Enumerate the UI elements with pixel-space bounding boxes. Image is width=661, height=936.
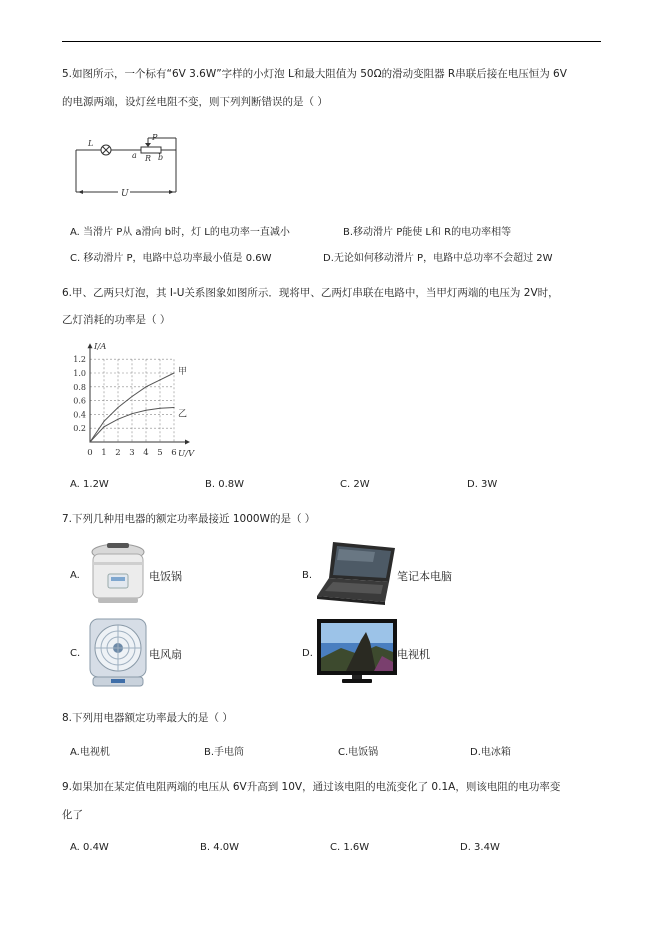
- q6-option-b: B. 0.8W: [205, 479, 245, 490]
- q8-option-c: C.电饭锅: [338, 747, 379, 758]
- q7-option-c-letter: C.: [70, 648, 81, 659]
- tv-icon: [316, 618, 398, 686]
- data-point: [103, 421, 104, 422]
- x-tick-label: 6: [171, 448, 177, 458]
- data-point: [173, 407, 174, 408]
- data-point: [131, 413, 132, 414]
- q9-stem-line2: 化了: [62, 809, 83, 821]
- x-tick-label: 0: [87, 448, 93, 458]
- x-tick-label: 1: [101, 448, 107, 458]
- q8-option-a: A.电视机: [70, 747, 110, 758]
- q5-circuit-diagram: [66, 132, 192, 204]
- y-tick-label: 0.4: [73, 410, 86, 420]
- data-point: [89, 441, 90, 442]
- q5-stem-line2: 的电源两端，设灯丝电阻不变，则下列判断错误的是（ ）: [62, 96, 328, 108]
- y-tick-label: 0.6: [73, 396, 86, 406]
- x-axis-arrow: [185, 440, 190, 445]
- q7-option-a-label: 电饭锅: [149, 570, 182, 583]
- q6-iu-chart: [66, 336, 216, 466]
- x-tick-label: 2: [115, 448, 121, 458]
- q9-option-c: C. 1.6W: [330, 842, 370, 853]
- fan-icon: [87, 617, 149, 689]
- data-point: [103, 426, 104, 427]
- x-tick-label: 5: [157, 448, 163, 458]
- y-tick-label: 0.2: [73, 424, 86, 434]
- resistor-label: R: [145, 154, 152, 163]
- y-tick-label: 1.2: [73, 355, 86, 365]
- voltage-label: U: [121, 189, 129, 199]
- q5-stem-line1: 5.如图所示，一个标有“6V 3.6W”字样的小灯泡 L和最大阻值为 50Ω的滑动变阻器 R串联后接在电压恒为 6V: [62, 68, 567, 80]
- q6-option-d: D. 3W: [467, 479, 498, 490]
- q6-stem-line2: 乙灯消耗的功率是（ ）: [62, 314, 171, 326]
- q9-option-a: A. 0.4W: [70, 842, 109, 853]
- q6-option-c: C. 2W: [340, 479, 370, 490]
- q6-option-a: A. 1.2W: [70, 479, 109, 490]
- q5-option-d: D.无论如何移动滑片 P，电路中总功率不会超过 2W: [323, 253, 553, 264]
- x-axis-label: U/V: [178, 449, 195, 459]
- x-tick-label: 4: [143, 448, 149, 458]
- series-label: 乙: [178, 409, 188, 420]
- y-axis-arrow: [88, 343, 93, 348]
- data-point: [173, 372, 174, 373]
- series-label: 甲: [178, 367, 188, 377]
- q7-option-d-label: 电视机: [397, 648, 430, 661]
- q7-option-d-letter: D.: [302, 648, 313, 659]
- q7-option-b-label: 笔记本电脑: [397, 570, 452, 583]
- lamp-label: L: [88, 139, 94, 148]
- data-point: [145, 386, 146, 387]
- data-point: [159, 408, 160, 409]
- q8-stem: 8.下列用电器额定功率最大的是（ ）: [62, 712, 233, 724]
- rice-cooker-icon: [88, 540, 148, 608]
- end-a-label: a: [132, 151, 137, 160]
- q7-option-b-letter: B.: [302, 570, 313, 581]
- data-point: [117, 419, 118, 420]
- q5-option-a: A. 当滑片 P从 a滑向 b时，灯 L的电功率一直减小: [70, 227, 290, 238]
- header-rule: [62, 41, 601, 42]
- data-point: [117, 407, 118, 408]
- laptop-icon: [315, 540, 397, 606]
- slider-label: P: [152, 133, 158, 142]
- q9-stem-line1: 9.如果加在某定值电阻两端的电压从 6V升高到 10V，通过该电阻的电流变化了 0.1A，则该电阻的电功率变: [62, 781, 561, 793]
- data-point: [131, 396, 132, 397]
- slider-arrow-icon: [145, 143, 151, 147]
- x-tick-label: 3: [129, 448, 135, 458]
- data-point: [159, 379, 160, 380]
- q5-option-c: C. 移动滑片 P，电路中总功率最小值是 0.6W: [70, 253, 272, 264]
- y-axis-label: I/A: [94, 342, 107, 353]
- end-b-label: b: [158, 153, 164, 162]
- q5-option-b: B.移动滑片 P能使 L和 R的电功率相等: [343, 227, 512, 238]
- q7-stem: 7.下列几种用电器的额定功率最接近 1000W的是（ ）: [62, 513, 316, 525]
- q8-option-d: D.电冰箱: [470, 747, 511, 758]
- q9-option-d: D. 3.4W: [460, 842, 500, 853]
- q7-option-a-letter: A.: [70, 570, 80, 581]
- q8-option-b: B.手电筒: [204, 747, 245, 758]
- q9-option-b: B. 4.0W: [200, 842, 240, 853]
- y-tick-label: 1.0: [73, 369, 86, 378]
- data-point: [145, 410, 146, 411]
- q6-stem-line1: 6.甲、乙两只灯泡，其 I-U关系图象如图所示．现将甲、乙两灯串联在电路中，当甲灯两端的电压为 2V时，: [62, 287, 559, 299]
- q7-option-c-label: 电风扇: [149, 648, 182, 661]
- y-tick-label: 0.8: [73, 382, 86, 392]
